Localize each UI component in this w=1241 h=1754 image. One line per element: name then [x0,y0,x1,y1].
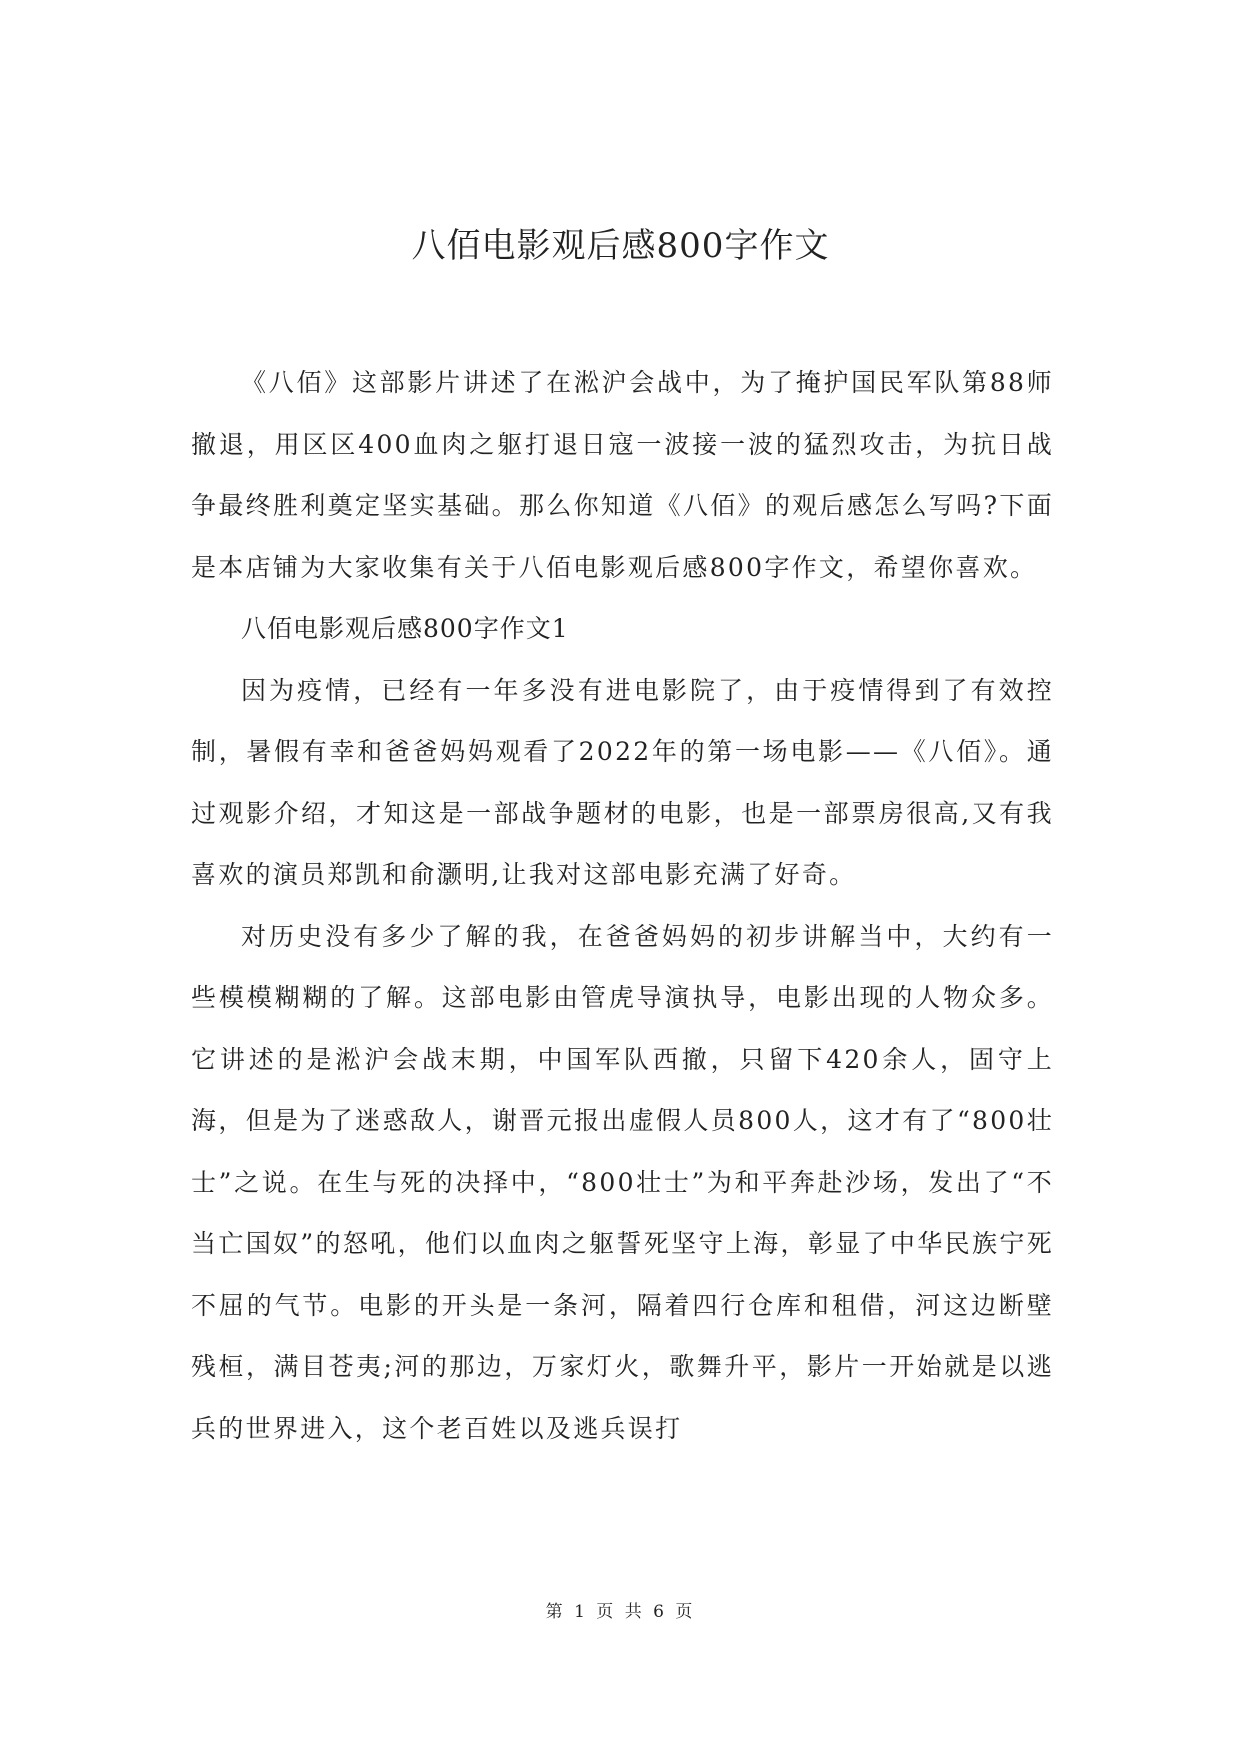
document-title: 八佰电影观后感800字作文 [411,226,830,266]
intro-paragraph: 《八佰》这部影片讲述了在淞沪会战中，为了掩护国民军队第88师撤退，用区区400血肉之躯打退日寇一波接一波的猛烈攻击，为抗日战争最终胜利奠定坚实基础。那么你知道《八佰》的观后感怎么写吗?下面是本店铺为大家收集有关于八佰电影观后感800字作文，希望你喜欢。 [191,368,1054,582]
document-body [191,352,1054,1459]
body-paragraph: 对历史没有多少了解的我，在爸爸妈妈的初步讲解当中，大约有一些模模糊糊的了解。这部电影由管虎导演执导，电影出现的人物众多。它讲述的是淞沪会战末期，中国军队西撤，只留下420余人，固守上海，但是为了迷惑敌人，谢晋元报出虚假人员800人，这才有了“800壮士”之说。在生与死的决择中，“800壮士”为和平奔赴沙场，发出了“不当亡国奴”的怒吼，他们以血肉之躯誓死坚守上海，彰显了中华民族宁死不屈的气节。电影的开头是一条河，隔着四行仓库和租借，河这边断壁残桓，满目苍夷;河的那边，万家灯火，歌舞升平，影片一开始就是以逃兵的世界进入，这个老百姓以及逃兵误打 [191,921,1054,1443]
page-number-footer: 第 1 页 共 6 页 [545,1602,696,1622]
section-heading: 八佰电影观后感800字作文1 [241,614,569,643]
body-paragraph: 因为疫情，已经有一年多没有进电影院了，由于疫情得到了有效控制，暑假有幸和爸爸妈妈观看了2022年的第一场电影——《八佰》。通过观影介绍，才知这是一部战争题材的电影，也是一部票房很高,又有我喜欢的演员郑凯和俞灏明,让我对这部电影充满了好奇。 [191,675,1054,889]
